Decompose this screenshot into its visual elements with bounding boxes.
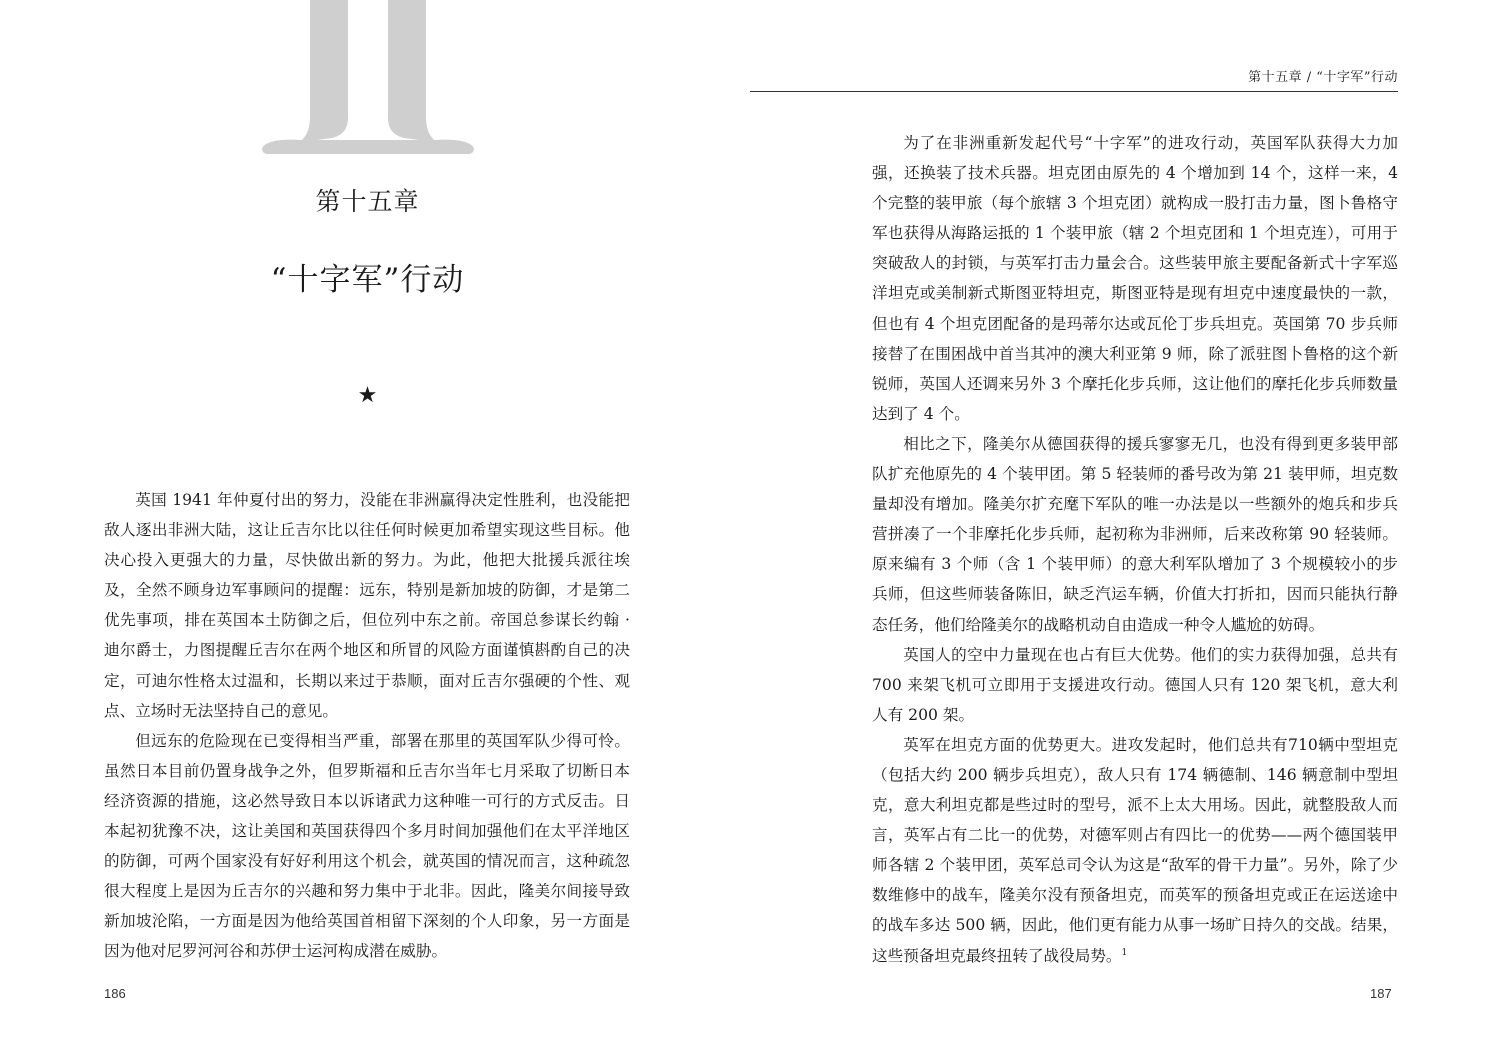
paragraph: 英国人的空中力量现在也占有巨大优势。他们的实力获得加强，总共有 700 来架飞机可立即用于支援进攻行动。德国人只有 120 架飞机，意大利人有 200 架。	[872, 645, 1398, 724]
footnote-marker[interactable]: 1	[1121, 947, 1128, 958]
chapter-ornament-graphic	[262, 0, 474, 156]
paragraph: 相比之下，隆美尔从德国获得的援兵寥寥无几，也没有得到更多装甲部队扩充他原先的 4 个装甲团。第 5 轻装师的番号改为第 21 装甲师，坦克数量却没有增加。隆美尔扩充麾下军队的唯一办法是以一些额外的炮兵和步兵营拼凑了一个非摩托化步兵师，起初称为非洲师，后来改称第 90 轻装师。原来编有 3 个师（含 1 个装甲师）的意大利军队增加了 3 个规模较小的步兵师，但这些师装备陈旧，缺乏汽运车辆，价值大打折扣，因而只能执行静态任务，他们给隆美尔的战略机动自由造成一种令人尴尬的妨碍。	[872, 434, 1398, 634]
star-icon: ★	[357, 383, 378, 408]
paragraph: 但远东的危险现在已变得相当严重，部署在那里的英国军队少得可怜。虽然日本目前仍置身战争之外，但罗斯福和丘吉尔当年七月采取了切断日本经济资源的措施，这必然导致日本以诉诸武力这种唯一可行的方式反击。日本起初犹豫不决，这让美国和英国获得四个多月时间加强他们在太平洋地区的防御，可两个国家没有好好利用这个机会，就英国的情况而言，这种疏忽很大程度上是因为丘吉尔的兴趣和努力集中于北非。因此，隆美尔间接导致新加坡沦陷，一方面是因为他给英国首相留下深刻的个人印象，另一方面是因为他对尼罗河河谷和苏伊士运河构成潜在威胁。	[104, 731, 630, 961]
right-page	[750, 0, 1500, 1054]
paragraph: 为了在非洲重新发起代号“十字军”的进攻行动，英国军队获得大力加强，还换装了技术兵器。坦克团由原先的 4 个增加到 14 个，这样一来，4 个完整的装甲旅（每个旅辖 3 个坦克团）就构成一股打击力量，图卜鲁格守军也获得从海路运抵的 1 个装甲旅（辖 2 个坦克团和 1 个坦克连），可用于突破敌人的封锁，与英军打击力量会合。这些装甲旅主要配备新式十字军巡洋坦克或美制新式斯图亚特坦克，斯图亚特是现有坦克中速度最快的一款，但也有 4 个坦克团配备的是玛蒂尔达或瓦伦丁步兵坦克。英国第 70 步兵师接替了在围困战中首当其冲的澳大利亚第 9 师，除了派驻图卜鲁格的这个新锐师，英国人还调来另外 3 个摩托化步兵师，这让他们的摩托化步兵师数量达到了 4 个。	[872, 134, 1398, 423]
paragraph: 英国 1941 年仲夏付出的努力，没能在非洲赢得决定性胜利，也没能把敌人逐出非洲大陆，这让丘吉尔比以往任何时候更加希望实现这些目标。他决心投入更强大的力量，尽快做出新的努力。为此，他把大批援兵派往埃及，全然不顾身边军事顾问的提醒：远东，特别是新加坡的防御，才是第二优先事项，排在英国本土防御之后，但位列中东之前。帝国总参谋长约翰 · 迪尔爵士，力图提醒丘吉尔在两个地区和所冒的风险方面谨慎斟酌自己的决定，可迪尔性格太过温和，长期以来过于恭顺，面对丘吉尔强硬的个性、观点、立场时无法坚持自己的意见。	[104, 491, 630, 720]
right-body-text	[872, 128, 1398, 971]
left-body-text	[104, 485, 630, 967]
chapter-title: “十字军”行动	[270, 262, 465, 298]
paragraph-text: 英军在坦克方面的优势更大。进攻发起时，他们总共有710辆中型坦克（包括大约 200 辆步兵坦克），敌人只有 174 辆德制、146 辆意制中型坦克，意大利坦克都是些过时的型号，派不上太大用场。因此，就整股敌人而言，英军占有二比一的优势，对德军则占有四比一的优势——两个德国装甲师各辖 2 个装甲团，英军总司令认为这是“敌军的骨干力量”。另外，除了少数维修中的战车，隆美尔没有预备坦克，而英军的预备坦克或正在运送途中的战车多达 500 辆，因此，他们更有能力从事一场旷日持久的交战。结果，这些预备坦克最终扭转了战役局势。	[872, 735, 1398, 965]
page-number-right: 187	[1370, 986, 1392, 1001]
header-rule	[750, 91, 1398, 92]
chapter-number: 第十五章	[315, 187, 420, 216]
page-number-left: 186	[104, 986, 126, 1001]
paragraph-with-footnote	[872, 730, 1398, 971]
running-header-text: 第十五章 / “十字军”行动	[1248, 70, 1398, 85]
